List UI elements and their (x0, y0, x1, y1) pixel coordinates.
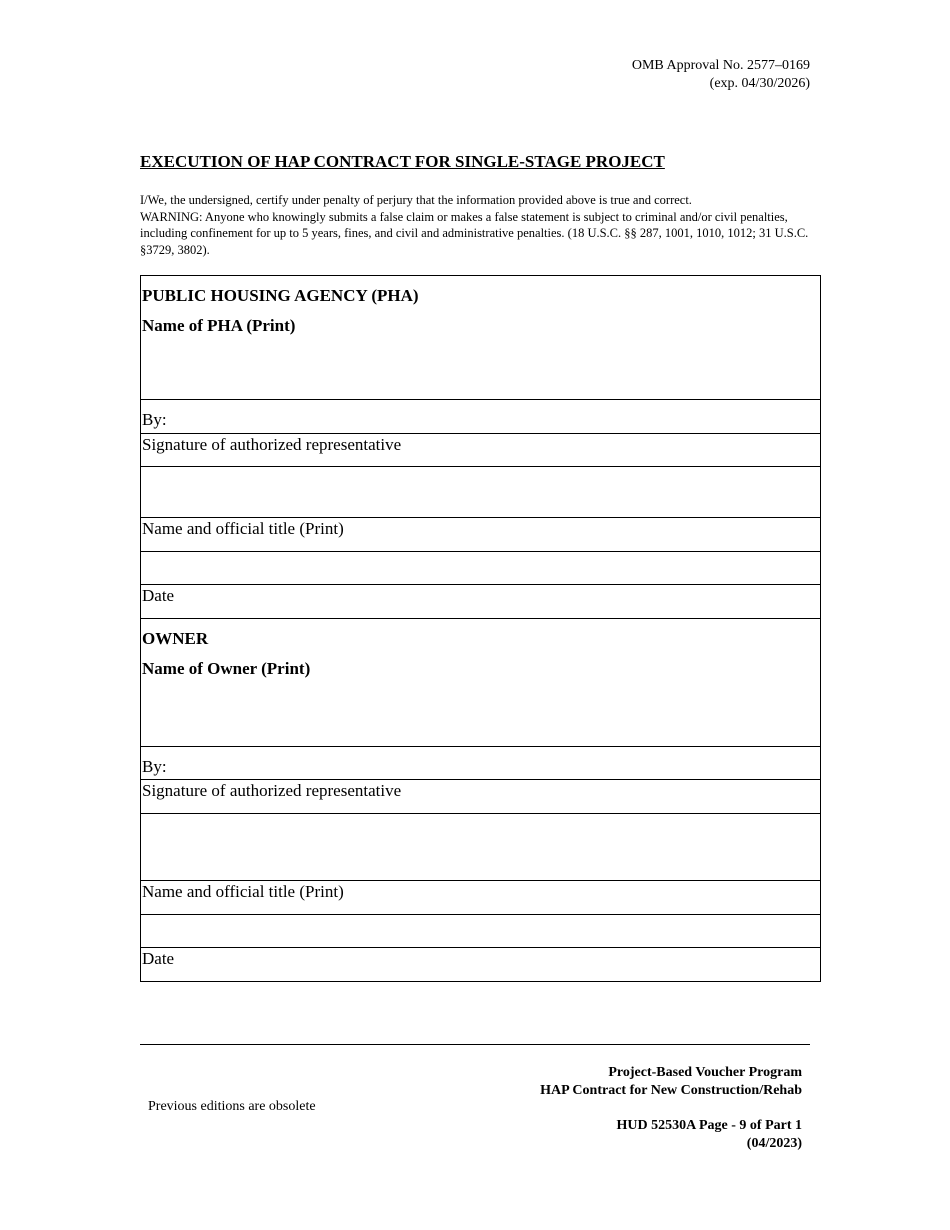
page-title: EXECUTION OF HAP CONTRACT FOR SINGLE-STAGE PROJECT (140, 152, 665, 171)
pha-date-label: Date (142, 586, 175, 605)
warning-statement: WARNING: Anyone who knowingly submits a false claim or makes a false statement is subject to criminal and/or civil penalties, including confinement for up to 5 years, fines, and civil and administrative penalties. (18 U.S.C. §§ 287, 1001, 1010, 1012; 31 U.S.C. §3729, 3802). (140, 209, 809, 257)
pha-name-title-label-cell (141, 518, 821, 552)
owner-name-title-label-cell (141, 881, 821, 915)
owner-name-title-field[interactable] (141, 814, 821, 881)
signature-table (140, 275, 821, 982)
owner-name-cell[interactable] (141, 619, 821, 747)
pha-name-title-label: Name and official title (Print) (142, 519, 344, 538)
pha-signature-label: Signature of authorized representative (142, 435, 402, 454)
pha-by-cell[interactable] (141, 400, 821, 434)
footer-program: Project-Based Voucher Program (608, 1065, 802, 1080)
previous-editions-note: Previous editions are obsolete (148, 1099, 316, 1114)
omb-approval (632, 57, 810, 93)
owner-by-label: By: (142, 757, 167, 776)
pha-date-field[interactable] (141, 552, 821, 585)
pha-heading: PUBLIC HOUSING AGENCY (PHA) (142, 286, 419, 305)
certification-text (140, 192, 820, 258)
pha-name-cell[interactable] (141, 276, 821, 400)
owner-name-label: Name of Owner (Print) (142, 659, 311, 678)
pha-name-label: Name of PHA (Print) (142, 316, 296, 335)
footer-info (540, 1064, 802, 1153)
owner-date-field[interactable] (141, 915, 821, 948)
certification-statement: I/We, the undersigned, certify under penalty of perjury that the information provided above is true and correct. (140, 193, 692, 207)
footer-contract: HAP Contract for New Construction/Rehab (540, 1083, 802, 1098)
omb-approval-number: OMB Approval No. 2577–0169 (631, 58, 810, 73)
owner-by-cell[interactable] (141, 747, 821, 780)
owner-heading: OWNER (142, 629, 209, 648)
owner-date-label-cell (141, 948, 821, 982)
footer-form-page: HUD 52530A Page - 9 of Part 1 (616, 1118, 802, 1133)
pha-signature-label-cell (141, 434, 821, 467)
omb-expiration: (exp. 04/30/2026) (709, 76, 810, 91)
owner-signature-label-cell (141, 780, 821, 814)
owner-name-title-label: Name and official title (Print) (142, 882, 344, 901)
owner-date-label: Date (142, 949, 175, 968)
footer-divider (140, 1044, 810, 1045)
footer-date: (04/2023) (746, 1136, 802, 1151)
pha-name-title-field[interactable] (141, 467, 821, 518)
pha-date-label-cell (141, 585, 821, 619)
owner-signature-label: Signature of authorized representative (142, 781, 402, 800)
pha-by-label: By: (142, 410, 167, 429)
